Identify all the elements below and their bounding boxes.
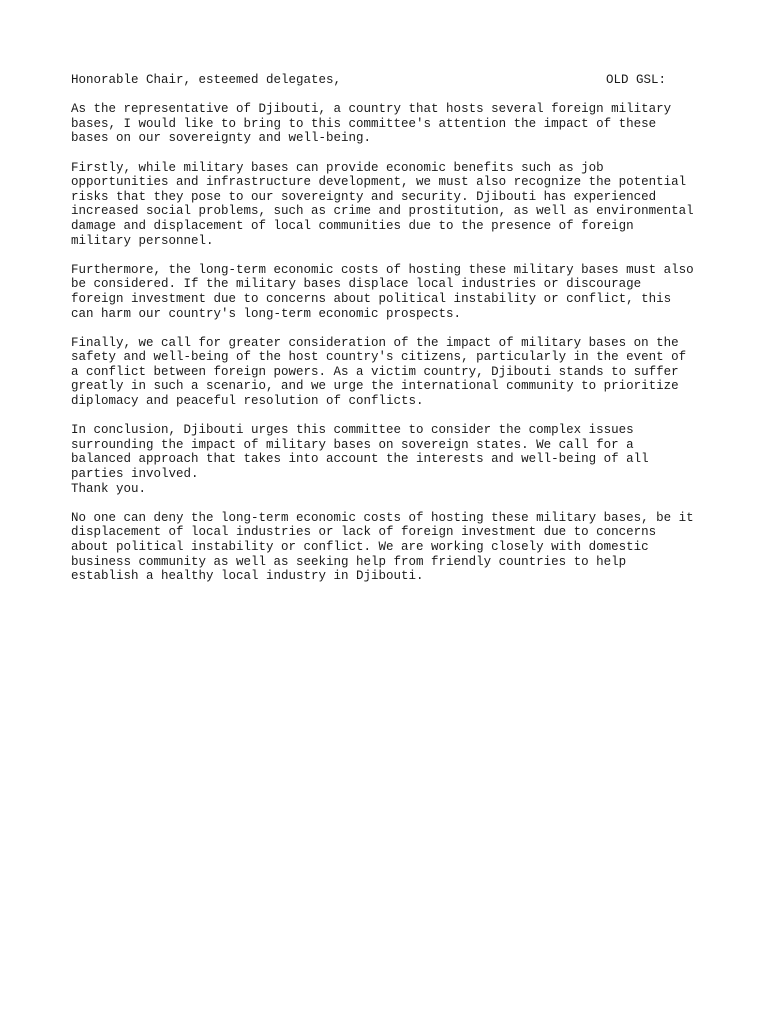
text-line: displacement of local industries or lack of foreign investment due to concerns [71, 525, 657, 540]
text-line: establish a healthy local industry in Djibouti. [71, 569, 424, 584]
text-line: bases, I would like to bring to this committee's attention the impact of these [71, 116, 657, 131]
text-line: Firstly, while military bases can provide economic benefits such as job [71, 160, 604, 175]
paragraph-economic-costs [71, 511, 711, 584]
text-line: No one can deny the long-term economic costs of hosting these military bases, be it [71, 510, 694, 525]
paragraph-firstly [71, 161, 711, 249]
text-line: Furthermore, the long-term economic costs of hosting these military bases must also [71, 262, 694, 277]
text-line: can harm our country's long-term economic prospects. [71, 306, 462, 321]
text-line: business community as well as seeking help from friendly countries to help [71, 554, 627, 569]
text-line: military personnel. [71, 233, 214, 248]
text-line: balanced approach that takes into account the interests and well-being of all [71, 452, 649, 467]
paragraph-conclusion [71, 423, 711, 496]
text-line: As the representative of Djibouti, a country that hosts several foreign military [71, 102, 672, 117]
text-line: Thank you. [71, 481, 147, 496]
text-line: risks that they pose to our sovereignty and security. Djibouti has experienced [71, 189, 657, 204]
text-line: foreign investment due to concerns about political instability or conflict, this [71, 291, 672, 306]
text-line: increased social problems, such as crime and prostitution, as well as environmental [71, 204, 694, 219]
old-gsl-label: OLD GSL: [606, 73, 667, 87]
paragraph-finally [71, 336, 711, 409]
paragraph-intro [71, 102, 711, 146]
text-line: surrounding the impact of military bases on sovereign states. We call for a [71, 437, 634, 452]
speech-document [71, 73, 711, 584]
text-line: diplomacy and peaceful resolution of conflicts. [71, 394, 424, 409]
text-line: opportunities and infrastructure development, we must also recognize the potential [71, 175, 687, 190]
text-line: bases on our sovereignty and well-being. [71, 131, 372, 146]
paragraph-furthermore [71, 263, 711, 321]
text-line: In conclusion, Djibouti urges this committee to consider the complex issues [71, 423, 634, 438]
text-line: a conflict between foreign powers. As a victim country, Djibouti stands to suffer [71, 364, 679, 379]
text-line: damage and displacement of local communities due to the presence of foreign [71, 218, 634, 233]
text-line: greatly in such a scenario, and we urge the international community to prioritize [71, 379, 679, 394]
text-line: parties involved. [71, 467, 199, 482]
text-line: Finally, we call for greater consideration of the impact of military bases on the [71, 335, 679, 350]
text-line: about political instability or conflict. We are working closely with domestic [71, 540, 649, 554]
text-line: safety and well-being of the host country's citizens, particularly in the event of [71, 350, 687, 365]
salutation: Honorable Chair, esteemed delegates, [71, 73, 342, 87]
text-line: be considered. If the military bases displace local industries or discourage [71, 277, 642, 292]
